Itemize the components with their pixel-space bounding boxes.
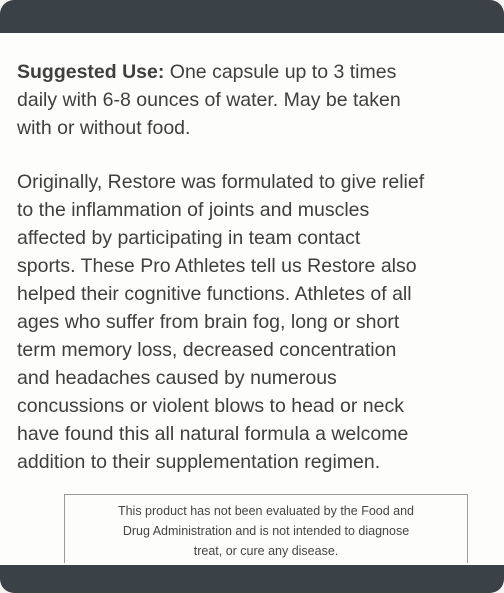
suggested-use-section (17, 58, 492, 142)
description-line: affected by participating in team contact (17, 227, 361, 249)
suggested-use-line: with or without food. (17, 117, 191, 139)
description-line: ages who suffer from brain fog, long or short (17, 311, 400, 333)
description-line: concussions or violent blows to head or neck (17, 395, 404, 417)
suggested-use-line: One capsule up to 3 times (164, 61, 397, 83)
top-band (0, 0, 504, 33)
description-line: and headaches caused by numerous (17, 367, 337, 389)
description-line: to the inflammation of joints and muscles (17, 199, 370, 221)
description-line: addition to their supplementation regimen. (17, 451, 381, 473)
description-line: have found this all natural formula a welcome (17, 423, 409, 445)
description-line: Originally, Restore was formulated to give relief (17, 171, 425, 193)
description-line: sports. These Pro Athletes tell us Restore also (17, 255, 417, 277)
disclaimer-line: Drug Administration and is not intended to diagnose (122, 524, 410, 538)
disclaimer-line: treat, or cure any disease. (193, 544, 339, 558)
description-line: helped their cognitive functions. Athletes of all (17, 283, 412, 305)
suggested-use-line: daily with 6-8 ounces of water. May be taken (17, 89, 401, 111)
disclaimer-line: This product has not been evaluated by the Food and (117, 504, 415, 518)
description-paragraph (17, 168, 495, 476)
fda-disclaimer-box (64, 494, 468, 563)
suggested-use-first-line (17, 58, 492, 86)
bottom-band (0, 565, 504, 593)
suggested-use-heading: Suggested Use: (17, 61, 165, 83)
description-line: term memory loss, decreased concentration (17, 339, 397, 361)
